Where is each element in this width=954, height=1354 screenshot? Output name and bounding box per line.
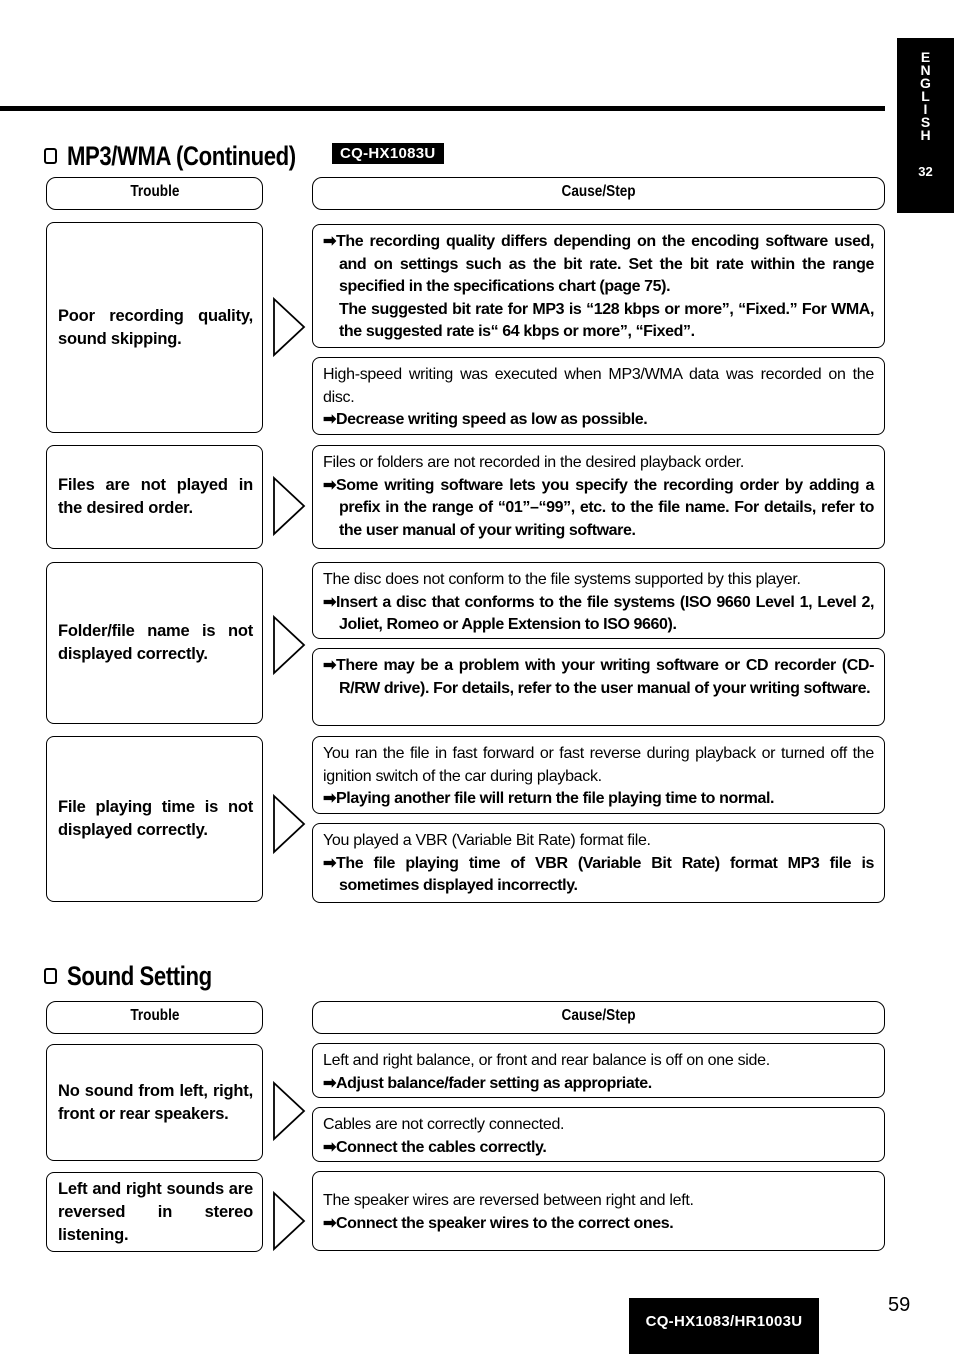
cause-step-bold: ➡Connect the cables correctly. — [323, 1138, 547, 1156]
cause-step-header: Cause/Step — [312, 1001, 885, 1034]
cause-step-bold: ➡Insert a disc that conforms to the file systems (ISO 9660 Level 1, Level 2, Joliet, Romeo or Apple Extension to ISO 9660). — [323, 593, 874, 633]
cause-box — [312, 1043, 885, 1098]
trouble-box — [46, 1044, 263, 1161]
cause-step-bold: ➡The file playing time of VBR (Variable Bit Rate) format MP3 file is sometimes displayed incorrectly. — [323, 854, 874, 894]
section2-title: Sound Setting — [67, 960, 212, 991]
model-badge: CQ-HX1083U — [332, 143, 444, 164]
cause-text: Left and right balance, or front and rear balance is off on one side. — [323, 1052, 770, 1069]
arrow-right-icon — [272, 288, 306, 366]
cause-text: The speaker wires are reversed between right and left. — [323, 1192, 694, 1209]
section-number: 32 — [918, 164, 933, 179]
cause-box — [312, 1171, 885, 1251]
cause-step-bold: ➡Decrease writing speed as low as possible. — [323, 411, 648, 428]
trouble-header: Trouble — [46, 177, 263, 210]
trouble-box — [46, 445, 263, 549]
section1-title: MP3/WMA (Continued) — [67, 140, 296, 171]
cause-box — [312, 224, 885, 348]
cause-step-header: Cause/Step — [312, 177, 885, 210]
cause-text: The disc does not conform to the file systems supported by this player. — [323, 571, 801, 588]
top-rule — [0, 106, 885, 111]
trouble-text: Left and right sounds are reversed in stereo listening. — [58, 1179, 253, 1244]
trouble-text: Poor recording quality, sound skipping. — [58, 306, 253, 348]
section2-title-row — [44, 958, 267, 994]
trouble-box — [46, 222, 263, 433]
arrow-right-icon — [272, 467, 306, 545]
cause-box — [312, 736, 885, 814]
cause-step-bold: ➡Playing another file will return the file playing time to normal. — [323, 790, 775, 807]
section1-title-row — [44, 138, 367, 174]
cause-text: Files or folders are not recorded in the desired playback order. — [323, 454, 745, 471]
cause-box — [312, 648, 885, 726]
cause-step-bold: ➡Adjust balance/fader setting as appropriate. — [323, 1074, 652, 1092]
cause-step-bold-continued: The suggested bit rate for MP3 is “128 kbps or more”, “Fixed.” For WMA, the suggested rate is“ 64 kbps or more”, “Fixed”. — [339, 300, 874, 340]
square-bullet-icon — [44, 968, 57, 984]
cause-box — [312, 445, 885, 549]
cause-step-bold: ➡Connect the speaker wires to the correct ones. — [323, 1214, 674, 1232]
cause-text: Cables are not correctly connected. — [323, 1116, 565, 1133]
footer-model-badge: CQ-HX1083/HR1003U — [629, 1298, 819, 1354]
cause-box — [312, 823, 885, 903]
cause-step-bold: ➡Some writing software lets you specify the recording order by adding a prefix in the range of “01”–“99”, etc. to the file name. For details, refer to the user manual of your writing software. — [323, 476, 874, 539]
arrow-right-icon — [272, 606, 306, 684]
cause-box — [312, 357, 885, 435]
page-number: 59 — [888, 1294, 911, 1316]
trouble-text: Files are not played in the desired order. — [58, 476, 253, 517]
cause-step-bold: ➡There may be a problem with your writing software or CD recorder (CD-R/RW drive). For details, refer to the user manual of your writing software. — [323, 657, 874, 697]
cause-text: You played a VBR (Variable Bit Rate) format file. — [323, 832, 651, 849]
trouble-box — [46, 562, 263, 724]
language-side-tab — [897, 38, 954, 213]
trouble-text: No sound from left, right, front or rear speakers. — [58, 1081, 253, 1123]
square-bullet-icon — [44, 148, 57, 164]
arrow-right-icon — [272, 785, 306, 863]
cause-text: High-speed writing was executed when MP3/WMA data was recorded on the disc. — [323, 366, 874, 406]
trouble-box — [46, 736, 263, 902]
trouble-box — [46, 1172, 263, 1252]
cause-text: You ran the file in fast forward or fast reverse during playback or turned off the ignition switch of the car during playback. — [323, 745, 874, 785]
arrow-right-icon — [272, 1182, 306, 1260]
arrow-right-icon — [272, 1072, 306, 1150]
cause-box — [312, 1107, 885, 1162]
language-letters: E N G L I S H — [920, 49, 931, 143]
cause-box — [312, 562, 885, 639]
trouble-text: File playing time is not displayed correctly. — [58, 798, 253, 839]
trouble-header: Trouble — [46, 1001, 263, 1034]
cause-step-bold: ➡The recording quality differs depending on the encoding software used, and on settings such as the bit rate. Set the bit rate within the range specified in the specifications chart (page 75). — [323, 233, 874, 295]
trouble-text: Folder/file name is not displayed correctly. — [58, 622, 253, 663]
